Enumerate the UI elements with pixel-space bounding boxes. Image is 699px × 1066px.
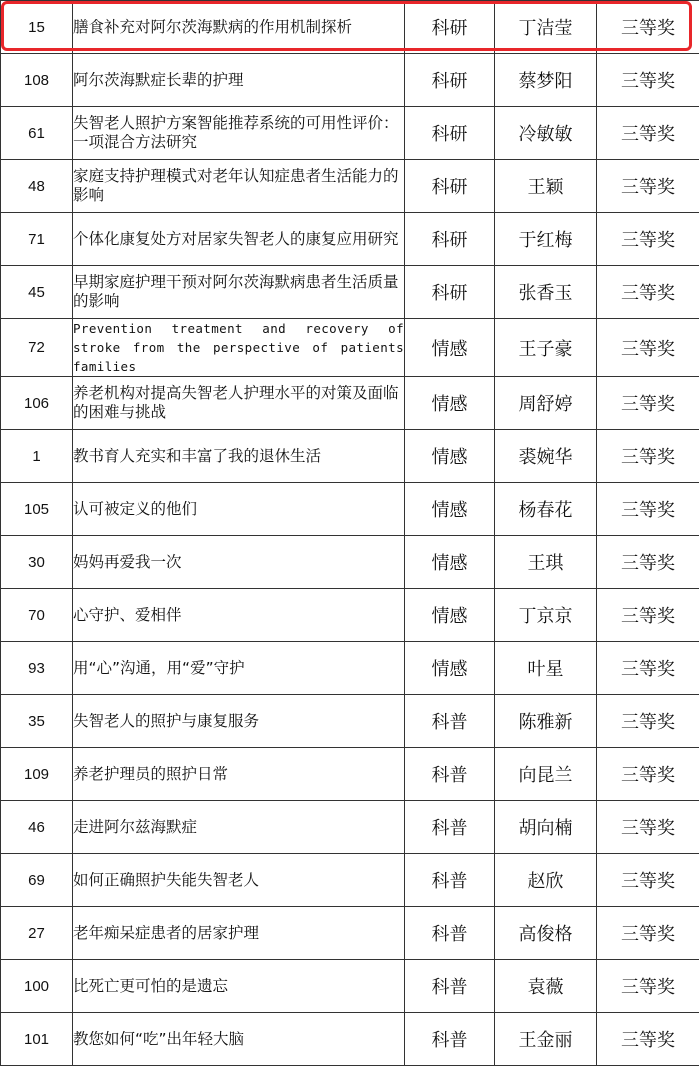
entry-category: 科研 bbox=[405, 160, 495, 213]
entry-award: 三等奖 bbox=[597, 107, 699, 160]
entry-category: 情感 bbox=[405, 483, 495, 536]
entry-number: 46 bbox=[1, 801, 73, 854]
entry-author: 裘婉华 bbox=[495, 430, 597, 483]
table-row bbox=[1, 213, 699, 266]
entry-category: 科研 bbox=[405, 1, 495, 54]
entry-category: 科研 bbox=[405, 107, 495, 160]
entry-title: 如何正确照护失能失智老人 bbox=[73, 854, 405, 907]
entry-title: 养老机构对提高失智老人护理水平的对策及面临的困难与挑战 bbox=[73, 377, 405, 430]
entry-number: 35 bbox=[1, 695, 73, 748]
entry-title: 妈妈再爱我一次 bbox=[73, 536, 405, 589]
entry-award: 三等奖 bbox=[597, 801, 699, 854]
table-row bbox=[1, 54, 699, 107]
entry-award: 三等奖 bbox=[597, 536, 699, 589]
table-row bbox=[1, 642, 699, 695]
entry-category: 情感 bbox=[405, 377, 495, 430]
entry-number: 69 bbox=[1, 854, 73, 907]
entry-category: 科普 bbox=[405, 907, 495, 960]
entry-category: 科普 bbox=[405, 960, 495, 1013]
entry-author: 赵欣 bbox=[495, 854, 597, 907]
entry-category: 情感 bbox=[405, 319, 495, 377]
entry-category: 科研 bbox=[405, 54, 495, 107]
entry-award: 三等奖 bbox=[597, 960, 699, 1013]
entry-number: 108 bbox=[1, 54, 73, 107]
entry-title: 膳食补充对阿尔茨海默病的作用机制探析 bbox=[73, 1, 405, 54]
entry-award: 三等奖 bbox=[597, 695, 699, 748]
entry-title: 个体化康复处方对居家失智老人的康复应用研究 bbox=[73, 213, 405, 266]
entry-number: 72 bbox=[1, 319, 73, 377]
entry-award: 三等奖 bbox=[597, 266, 699, 319]
entry-title: Prevention treatment and recovery of stroke from the perspective of patients families bbox=[73, 319, 405, 377]
entry-number: 106 bbox=[1, 377, 73, 430]
entry-number: 1 bbox=[1, 430, 73, 483]
entry-title: 认可被定义的他们 bbox=[73, 483, 405, 536]
entry-author: 杨春花 bbox=[495, 483, 597, 536]
entry-number: 27 bbox=[1, 907, 73, 960]
entry-category: 科普 bbox=[405, 801, 495, 854]
entry-award: 三等奖 bbox=[597, 1, 699, 54]
entry-category: 科研 bbox=[405, 213, 495, 266]
entry-title: 家庭支持护理模式对老年认知症患者生活能力的影响 bbox=[73, 160, 405, 213]
entry-title: 老年痴呆症患者的居家护理 bbox=[73, 907, 405, 960]
table-row bbox=[1, 1013, 699, 1066]
table-row bbox=[1, 960, 699, 1013]
entry-number: 101 bbox=[1, 1013, 73, 1066]
entry-award: 三等奖 bbox=[597, 748, 699, 801]
entry-category: 科研 bbox=[405, 266, 495, 319]
entry-award: 三等奖 bbox=[597, 483, 699, 536]
entry-title: 失智老人照护方案智能推荐系统的可用性评价：一项混合方法研究 bbox=[73, 107, 405, 160]
entry-author: 王琪 bbox=[495, 536, 597, 589]
table-row bbox=[1, 377, 699, 430]
entry-award: 三等奖 bbox=[597, 319, 699, 377]
entry-author: 丁洁莹 bbox=[495, 1, 597, 54]
entry-title: 用“心”沟通，用“爱”守护 bbox=[73, 642, 405, 695]
entry-author: 王子豪 bbox=[495, 319, 597, 377]
table-row bbox=[1, 854, 699, 907]
entry-author: 周舒婷 bbox=[495, 377, 597, 430]
entry-author: 袁薇 bbox=[495, 960, 597, 1013]
entry-award: 三等奖 bbox=[597, 430, 699, 483]
table-row bbox=[1, 907, 699, 960]
table-row bbox=[1, 266, 699, 319]
entry-award: 三等奖 bbox=[597, 1013, 699, 1066]
entry-number: 93 bbox=[1, 642, 73, 695]
table-row bbox=[1, 801, 699, 854]
table-row bbox=[1, 160, 699, 213]
table-row bbox=[1, 536, 699, 589]
entry-author: 胡向楠 bbox=[495, 801, 597, 854]
entry-title: 心守护、爱相伴 bbox=[73, 589, 405, 642]
entry-category: 科普 bbox=[405, 1013, 495, 1066]
table-row bbox=[1, 589, 699, 642]
entry-category: 科普 bbox=[405, 854, 495, 907]
entry-author: 王金丽 bbox=[495, 1013, 597, 1066]
table-row bbox=[1, 430, 699, 483]
entry-number: 109 bbox=[1, 748, 73, 801]
table-row bbox=[1, 483, 699, 536]
entry-number: 105 bbox=[1, 483, 73, 536]
entry-author: 向昆兰 bbox=[495, 748, 597, 801]
entry-title: 走进阿尔兹海默症 bbox=[73, 801, 405, 854]
entry-category: 科普 bbox=[405, 695, 495, 748]
entry-category: 情感 bbox=[405, 589, 495, 642]
entry-award: 三等奖 bbox=[597, 907, 699, 960]
entry-category: 情感 bbox=[405, 536, 495, 589]
entry-category: 情感 bbox=[405, 430, 495, 483]
entry-title: 阿尔茨海默症长辈的护理 bbox=[73, 54, 405, 107]
entry-author: 蔡梦阳 bbox=[495, 54, 597, 107]
entry-award: 三等奖 bbox=[597, 854, 699, 907]
entry-number: 48 bbox=[1, 160, 73, 213]
table-row bbox=[1, 107, 699, 160]
entry-title: 教您如何“吃”出年轻大脑 bbox=[73, 1013, 405, 1066]
entry-award: 三等奖 bbox=[597, 589, 699, 642]
entry-number: 15 bbox=[1, 1, 73, 54]
entry-author: 叶星 bbox=[495, 642, 597, 695]
entry-title: 养老护理员的照护日常 bbox=[73, 748, 405, 801]
entry-number: 45 bbox=[1, 266, 73, 319]
entry-author: 丁京京 bbox=[495, 589, 597, 642]
entry-author: 王颖 bbox=[495, 160, 597, 213]
entry-author: 冷敏敏 bbox=[495, 107, 597, 160]
entry-award: 三等奖 bbox=[597, 642, 699, 695]
entry-number: 70 bbox=[1, 589, 73, 642]
entry-number: 100 bbox=[1, 960, 73, 1013]
entry-number: 30 bbox=[1, 536, 73, 589]
entry-title: 失智老人的照护与康复服务 bbox=[73, 695, 405, 748]
entry-author: 张香玉 bbox=[495, 266, 597, 319]
entry-award: 三等奖 bbox=[597, 377, 699, 430]
entry-award: 三等奖 bbox=[597, 213, 699, 266]
entry-title: 教书育人充实和丰富了我的退休生活 bbox=[73, 430, 405, 483]
entry-author: 陈雅新 bbox=[495, 695, 597, 748]
entry-title: 比死亡更可怕的是遗忘 bbox=[73, 960, 405, 1013]
entry-number: 71 bbox=[1, 213, 73, 266]
table-row bbox=[1, 1, 699, 54]
table-body bbox=[1, 1, 699, 1066]
entry-category: 科普 bbox=[405, 748, 495, 801]
entry-author: 于红梅 bbox=[495, 213, 597, 266]
entry-award: 三等奖 bbox=[597, 54, 699, 107]
entry-award: 三等奖 bbox=[597, 160, 699, 213]
entry-title: 早期家庭护理干预对阿尔茨海默病患者生活质量的影响 bbox=[73, 266, 405, 319]
entry-number: 61 bbox=[1, 107, 73, 160]
table-row bbox=[1, 695, 699, 748]
table-row bbox=[1, 748, 699, 801]
entry-category: 情感 bbox=[405, 642, 495, 695]
table-row bbox=[1, 319, 699, 377]
entry-author: 高俊格 bbox=[495, 907, 597, 960]
